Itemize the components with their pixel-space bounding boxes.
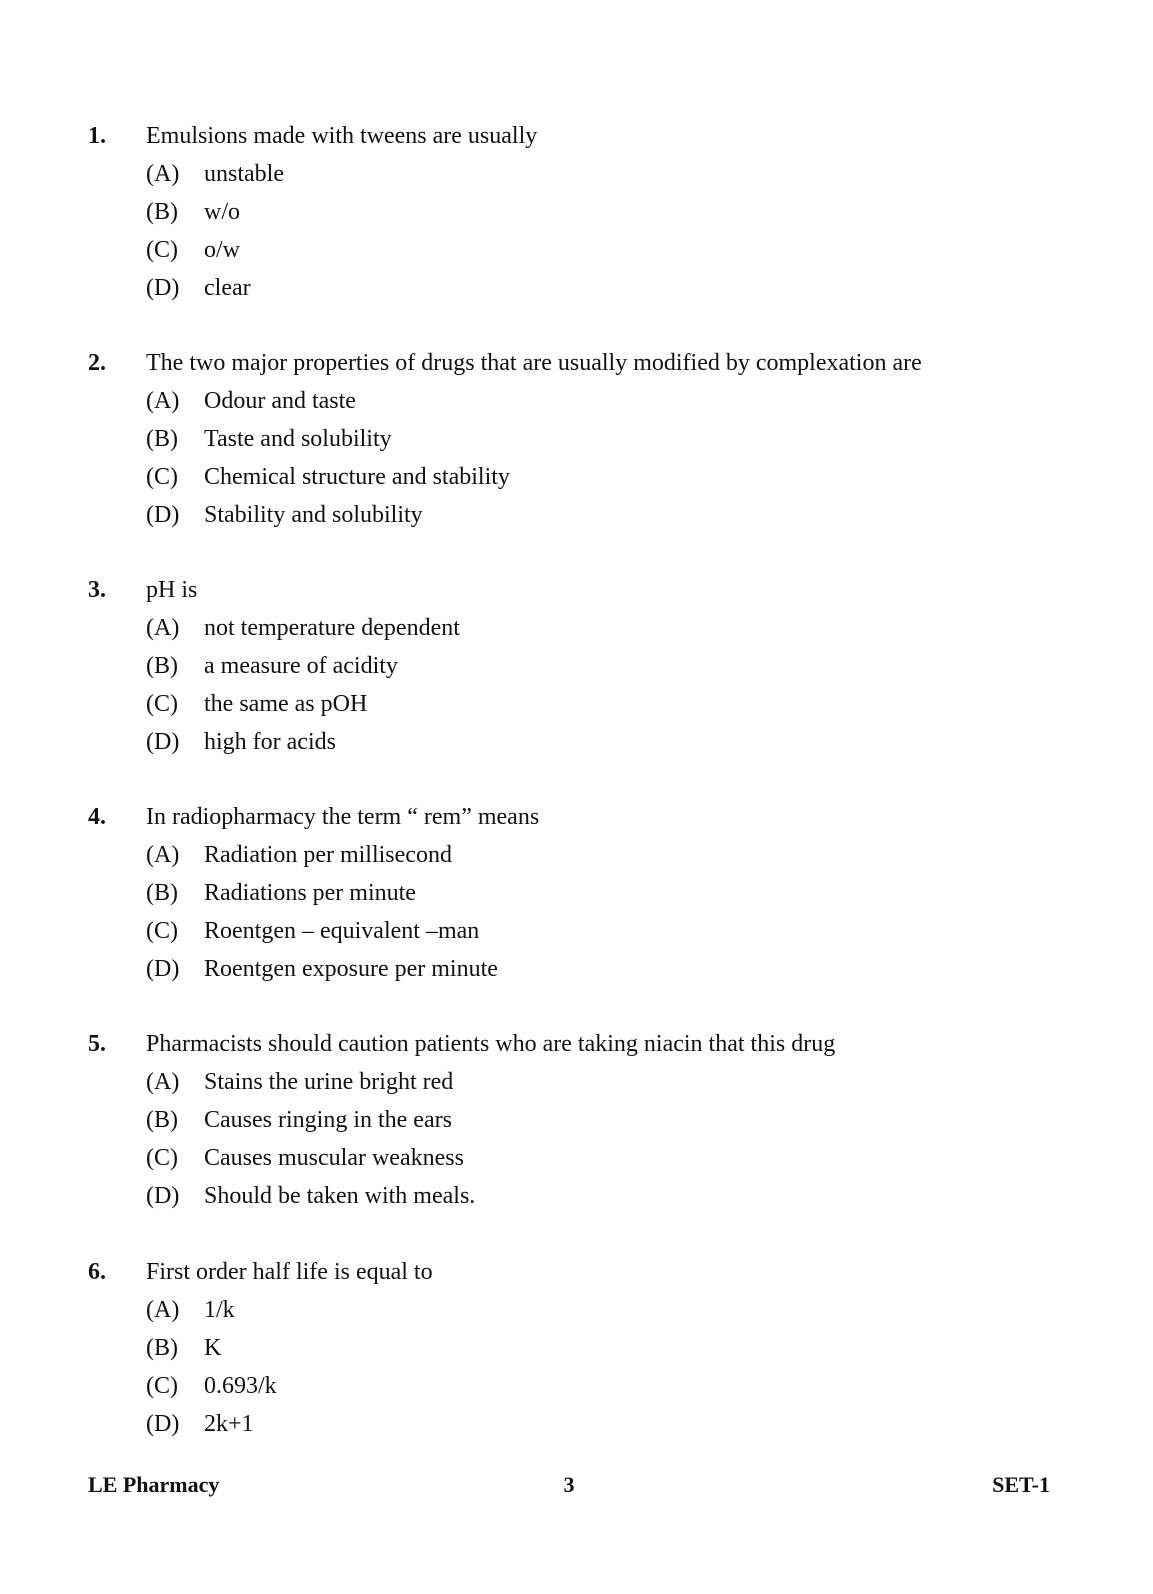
- question-5: [88, 1025, 1088, 1215]
- option-text: unstable: [204, 161, 284, 187]
- option-letter: (C): [146, 918, 178, 944]
- question-number: 6.: [88, 1259, 106, 1285]
- question-text: The two major properties of drugs that are usually modified by complexation are: [146, 350, 922, 376]
- option-text: clear: [204, 275, 251, 301]
- option-letter: (A): [146, 161, 180, 187]
- question-number: 1.: [88, 123, 106, 149]
- option-c: [88, 458, 1088, 496]
- option-letter: (C): [146, 1373, 178, 1399]
- option-letter: (D): [146, 1183, 180, 1209]
- option-text: not temperature dependent: [204, 615, 460, 641]
- option-letter: (D): [146, 275, 180, 301]
- option-b: [88, 647, 1088, 685]
- option-text: Stability and solubility: [204, 502, 423, 528]
- page-number: 3: [563, 1472, 575, 1497]
- option-text: Roentgen exposure per minute: [204, 956, 498, 982]
- option-text: the same as pOH: [204, 691, 368, 717]
- question-stem: [88, 571, 1088, 609]
- question-6: [88, 1253, 1088, 1443]
- option-c: [88, 1367, 1088, 1405]
- option-b: [88, 420, 1088, 458]
- option-letter: (D): [146, 956, 180, 982]
- question-number: 4.: [88, 804, 106, 830]
- option-c: [88, 685, 1088, 723]
- option-letter: (D): [146, 502, 180, 528]
- option-text: Taste and solubility: [204, 426, 392, 452]
- option-d: [88, 496, 1088, 534]
- question-2: [88, 344, 1088, 534]
- option-text: w/o: [204, 199, 240, 225]
- option-letter: (B): [146, 199, 178, 225]
- question-stem: [88, 344, 1088, 382]
- option-letter: (C): [146, 1145, 178, 1171]
- footer-subject: LE Pharmacy: [88, 1472, 220, 1497]
- option-letter: (A): [146, 1297, 180, 1323]
- question-1: [88, 117, 1088, 307]
- option-text: Causes muscular weakness: [204, 1145, 464, 1171]
- option-letter: (D): [146, 729, 180, 755]
- question-text: Emulsions made with tweens are usually: [146, 123, 538, 149]
- option-text: 0.693/k: [204, 1373, 277, 1399]
- option-text: Stains the urine bright red: [204, 1069, 454, 1095]
- option-letter: (B): [146, 1107, 178, 1133]
- option-d: [88, 1177, 1088, 1215]
- question-text: pH is: [146, 577, 198, 603]
- option-d: [88, 950, 1088, 988]
- option-text: Radiation per millisecond: [204, 842, 452, 868]
- question-4: [88, 798, 1088, 988]
- option-letter: (C): [146, 237, 178, 263]
- option-text: Radiations per minute: [204, 880, 416, 906]
- option-letter: (A): [146, 842, 180, 868]
- option-a: [88, 382, 1088, 420]
- option-text: o/w: [204, 237, 240, 263]
- option-letter: (A): [146, 388, 180, 414]
- page-footer: [88, 1468, 1050, 1502]
- option-letter: (B): [146, 880, 178, 906]
- option-a: [88, 836, 1088, 874]
- footer-set: SET-1: [992, 1472, 1050, 1497]
- option-c: [88, 912, 1088, 950]
- question-stem: [88, 798, 1088, 836]
- option-text: high for acids: [204, 729, 336, 755]
- option-text: Should be taken with meals.: [204, 1183, 476, 1209]
- question-3: [88, 571, 1088, 761]
- question-stem: [88, 1253, 1088, 1291]
- option-c: [88, 1139, 1088, 1177]
- option-text: 1/k: [204, 1297, 235, 1323]
- option-letter: (D): [146, 1411, 180, 1437]
- option-letter: (B): [146, 426, 178, 452]
- question-text: First order half life is equal to: [146, 1259, 433, 1285]
- question-text: Pharmacists should caution patients who are taking niacin that this drug: [146, 1031, 836, 1057]
- option-d: [88, 1405, 1088, 1443]
- option-letter: (A): [146, 615, 180, 641]
- option-a: [88, 1063, 1088, 1101]
- option-b: [88, 193, 1088, 231]
- question-stem: [88, 1025, 1088, 1063]
- option-text: 2k+1: [204, 1411, 254, 1437]
- option-a: [88, 609, 1088, 647]
- option-a: [88, 155, 1088, 193]
- option-text: Causes ringing in the ears: [204, 1107, 452, 1133]
- option-b: [88, 1101, 1088, 1139]
- option-text: a measure of acidity: [204, 653, 398, 679]
- option-letter: (C): [146, 691, 178, 717]
- option-text: K: [204, 1335, 222, 1361]
- option-letter: (C): [146, 464, 178, 490]
- option-letter: (B): [146, 653, 178, 679]
- option-d: [88, 269, 1088, 307]
- option-a: [88, 1291, 1088, 1329]
- option-text: Odour and taste: [204, 388, 356, 414]
- question-text: In radiopharmacy the term “ rem” means: [146, 804, 540, 830]
- question-number: 3.: [88, 577, 106, 603]
- option-letter: (B): [146, 1335, 178, 1361]
- option-c: [88, 231, 1088, 269]
- option-b: [88, 874, 1088, 912]
- option-letter: (A): [146, 1069, 180, 1095]
- question-number: 2.: [88, 350, 106, 376]
- option-text: Chemical structure and stability: [204, 464, 510, 490]
- option-b: [88, 1329, 1088, 1367]
- question-number: 5.: [88, 1031, 106, 1057]
- option-text: Roentgen – equivalent –man: [204, 918, 480, 944]
- option-d: [88, 723, 1088, 761]
- question-stem: [88, 117, 1088, 155]
